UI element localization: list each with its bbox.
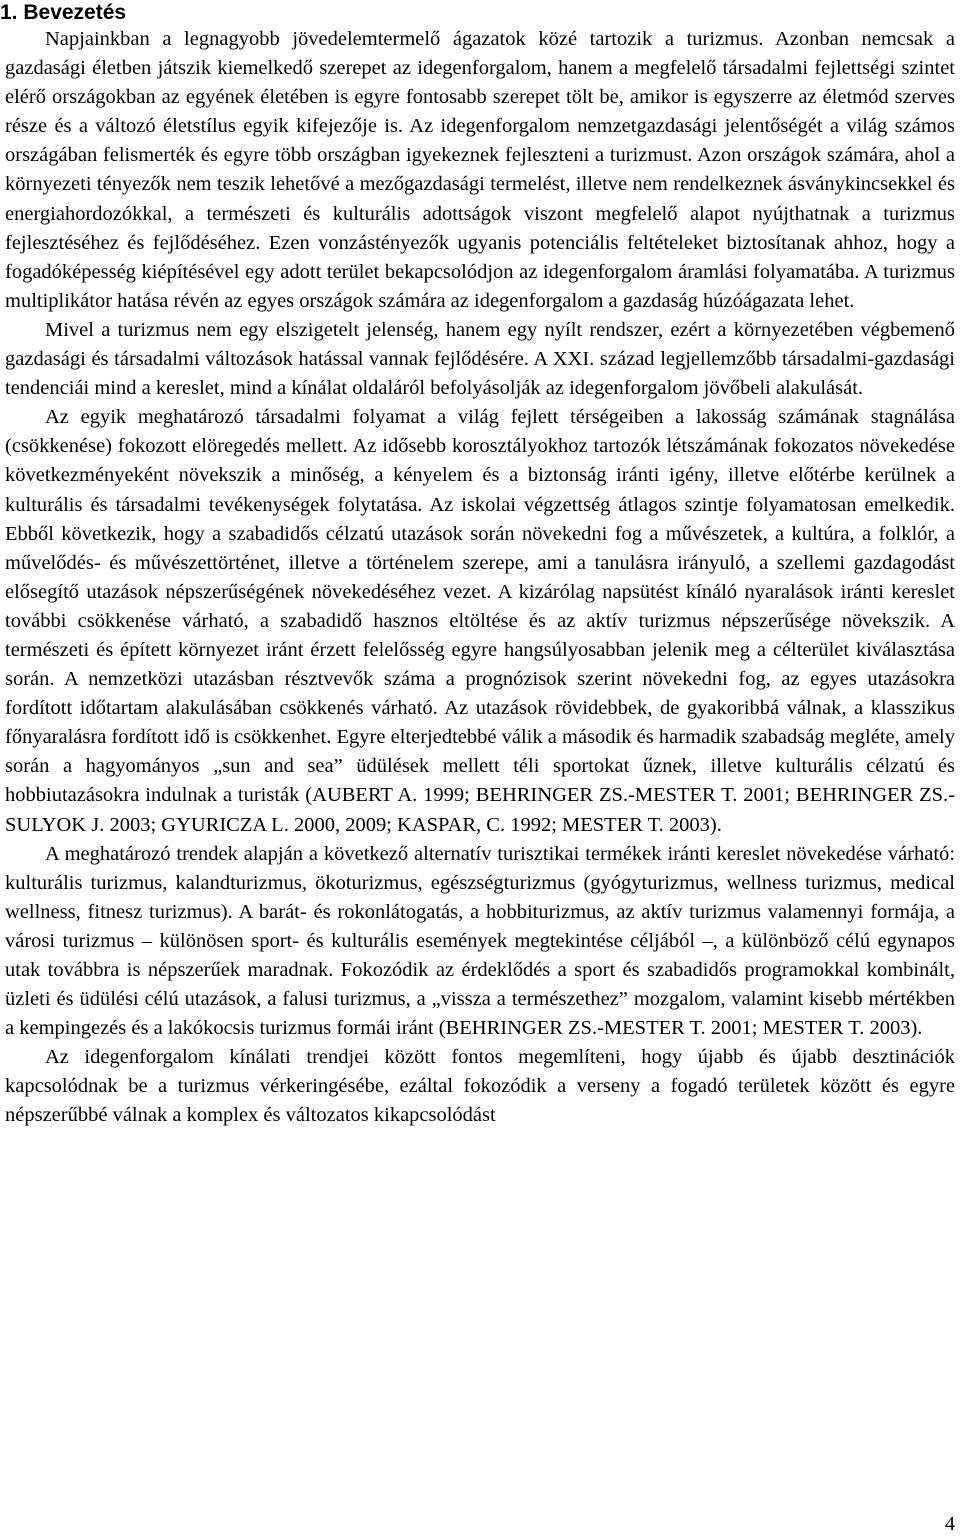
section-heading: 1. Bevezetés bbox=[0, 1, 127, 24]
paragraph: Mivel a turizmus nem egy elszigetelt jelenség, hanem egy nyílt rendszer, ezért a környezetében végbemenő gazdasági és társadalmi változások hatással vannak fejlődésére. A XXI. század legjellemzőbb társadalmi-gazdasági tendenciái mind a kereslet, mind a kínálat oldaláról befolyásolják az idegenforgalom jövőbeli alakulását. bbox=[5, 318, 955, 400]
paragraph: A meghatározó trendek alapján a következő alternatív turisztikai termékek iránti kereslet növekedése várható: kulturális turizmus, kalandturizmus, ökoturizmus, egészségturizmus (gyógyturizmus, wellness turizmus, medical wellness, fitnesz turizmus). A barát- és rokonlátogatás, a hobbiturizmus, az aktív turizmus valamennyi formája, a városi turizmus – különösen sport- és kulturális események megtekintése céljából –, a különböző célú egynapos utak továbbra is népszerűek maradnak. Fokozódik az érdeklődés a sport és szabadidős programokkal kombinált, üzleti és üdülési célú utazások, a falusi turizmus, a „vissza a természethez” mozgalom, valamint kisebb mértékben a kempingezés és a lakókocsis turizmus formái iránt (BEHRINGER ZS.-MESTER T. 2001; MESTER T. 2003). bbox=[5, 842, 955, 1040]
paragraph: Napjainkban a legnagyobb jövedelemtermelő ágazatok közé tartozik a turizmus. Azonban nemcsak a gazdasági életben játszik kiemelkedő szerepet az idegenforgalom, hanem a megfelelő társadalmi fejlettségi szintet elérő országokban az egyének életében is egyre fontosabb szerepet tölt be, amikor is egyszerre az életmód szerves része és a változó életstílus egyik kifejezője is. Az idegenforgalom nemzetgazdasági jelentőségét a világ számos országában felismerték és egyre több országban igyekeznek fejleszteni a turizmust. Azon országok számára, ahol a környezeti tényezők nem teszik lehetővé a mezőgazdasági termelést, illetve nem rendelkeznek ásványkincsekkel és energiahordozókkal, a természeti és kulturális adottságok viszont megfelelő alapot nyújthatnak a turizmus fejlesztéséhez és fejlődéséhez. Ezen vonzástényezők ugyanis potenciális feltételeket biztosítanak ahhoz, hogy a fogadóképesség kiépítésével egy adott terület bekapcsolódjon az idegenforgalom áramlási folyamatába. A turizmus multiplikátor hatása révén az egyes országok számára az idegenforgalom a gazdaság húzóágazata lehet. bbox=[5, 28, 955, 312]
paragraph: Az egyik meghatározó társadalmi folyamat a világ fejlett térségeiben a lakosság számának stagnálása (csökkenése) fokozott elöregedés mellett. Az idősebb korosztályokhoz tartozók létszámának fokozatos növekedése következményeként növekszik a minőség, a kényelem és a biztonság iránti igény, illetve előtérbe kerülnek a kulturális és társadalmi tevékenységek folytatása. Az iskolai végzettség átlagos szintje folyamatosan emelkedik. Ebből következik, hogy a szabadidős célzatú utazások során növekedni fog a művészetek, a kultúra, a folklór, a művelődés- és művészettörténet, illetve a történelem szerepe, ami a tanulásra irányuló, a szellemi gazdagodást elősegítő utazások népszerűségének növekedéséhez vezet. A kizárólag napsütést kínáló nyaralások iránti kereslet további csökkenése várható, a szabadidő hasznos eltöltése és az aktív turizmus népszerűsége növekszik. A természeti és épített környezet iránt érzett felelősség egyre hangsúlyosabban jelenik meg a célterület kiválasztása során. A nemzetközi utazásban résztvevők száma a prognózisok szerint növekedni fog, az egyes utazásokra fordított időtartam alakulásában csökkenés várható. Az utazások rövidebbek, de gyakoribbá válnak, a klasszikus főnyaralásra fordított idő is csökkenhet. Egyre elterjedtebbé válik a második és harmadik szabadság megléte, amely során a hagyományos „sun and sea” üdülések mellett téli sportokat űznek, illetve kulturális célzatú és hobbiutazásokra indulnak a turisták (AUBERT A. 1999; BEHRINGER ZS.-MESTER T. 2001; BEHRINGER ZS.-SULYOK J. 2003; GYURICZA L. 2000, 2009; KASPAR, C. 1992; MESTER T. 2003). bbox=[5, 406, 955, 836]
page-number: 4 bbox=[945, 1513, 955, 1535]
paragraph: Az idegenforgalom kínálati trendjei között fontos megemlíteni, hogy újabb és újabb desztinációk kapcsolódnak be a turizmus vérkeringésébe, ezáltal fokozódik a verseny a fogadó területek között és egyre népszerűbbé válnak a komplex és változatos kikapcsolódást bbox=[5, 1046, 955, 1127]
body-text bbox=[5, 25, 955, 1131]
